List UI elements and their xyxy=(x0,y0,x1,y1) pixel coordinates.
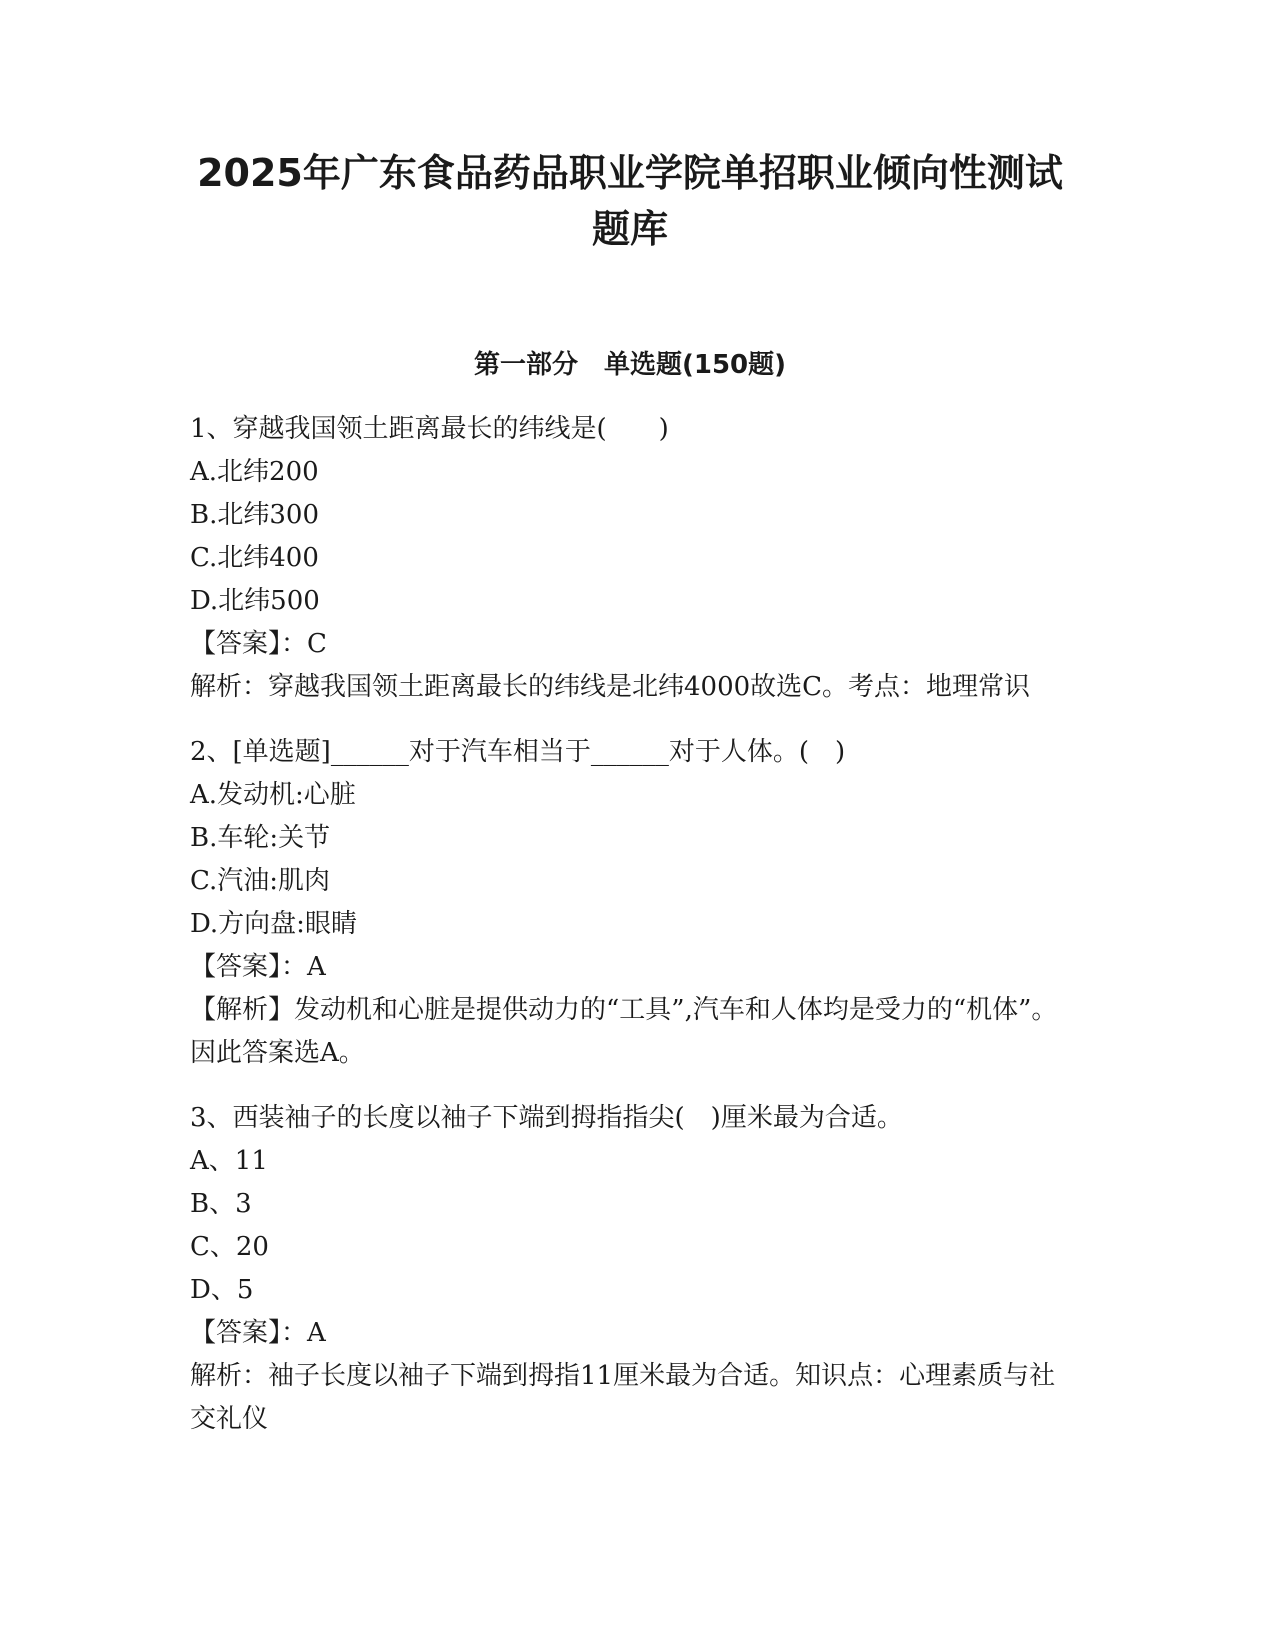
option-b: B.北纬300 xyxy=(190,500,319,530)
answer: 【答案】：C xyxy=(190,629,327,659)
question-2 xyxy=(190,731,1090,1075)
option-b: B.车轮:关节 xyxy=(190,823,331,853)
question-stem: 2、[单选题]______对于汽车相当于______对于人体。( ) xyxy=(190,737,846,767)
answer: 【答案】：A xyxy=(190,952,326,982)
option-c: C.汽油:肌肉 xyxy=(190,866,330,896)
option-c: C.北纬400 xyxy=(190,543,319,573)
option-d: D.北纬500 xyxy=(190,586,320,616)
question-1 xyxy=(190,408,1090,709)
question-stem: 1、穿越我国领土距离最长的纬线是( ) xyxy=(190,414,669,444)
option-a: A.发动机:心脏 xyxy=(190,780,356,810)
analysis: 解析：穿越我国领土距离最长的纬线是北纬4000故选C。考点：地理常识 xyxy=(190,672,1031,702)
option-b: B、3 xyxy=(190,1189,252,1219)
option-d: D.方向盘:眼睛 xyxy=(190,909,357,939)
option-c: C、20 xyxy=(190,1232,269,1262)
option-a: A.北纬200 xyxy=(190,457,319,487)
section-heading: 第一部分 单选题(150题) xyxy=(473,350,787,380)
question-3 xyxy=(190,1097,1090,1441)
analysis: 【解析】发动机和心脏是提供动力的“工具”,汽车和人体均是受力的“机体”。因此答案选A。 xyxy=(190,995,1058,1068)
option-d: D、5 xyxy=(190,1275,254,1305)
analysis: 解析：袖子长度以袖子下端到拇指11厘米最为合适。知识点：心理素质与社交礼仪 xyxy=(190,1361,1056,1434)
option-a: A、11 xyxy=(190,1146,268,1176)
document-title: 2025年广东食品药品职业学院单招职业倾向性测试题库 xyxy=(197,151,1063,251)
question-stem: 3、西装袖子的长度以袖子下端到拇指指尖( )厘米最为合适。 xyxy=(190,1103,903,1133)
question-list xyxy=(190,408,1090,1463)
answer: 【答案】：A xyxy=(190,1318,326,1348)
